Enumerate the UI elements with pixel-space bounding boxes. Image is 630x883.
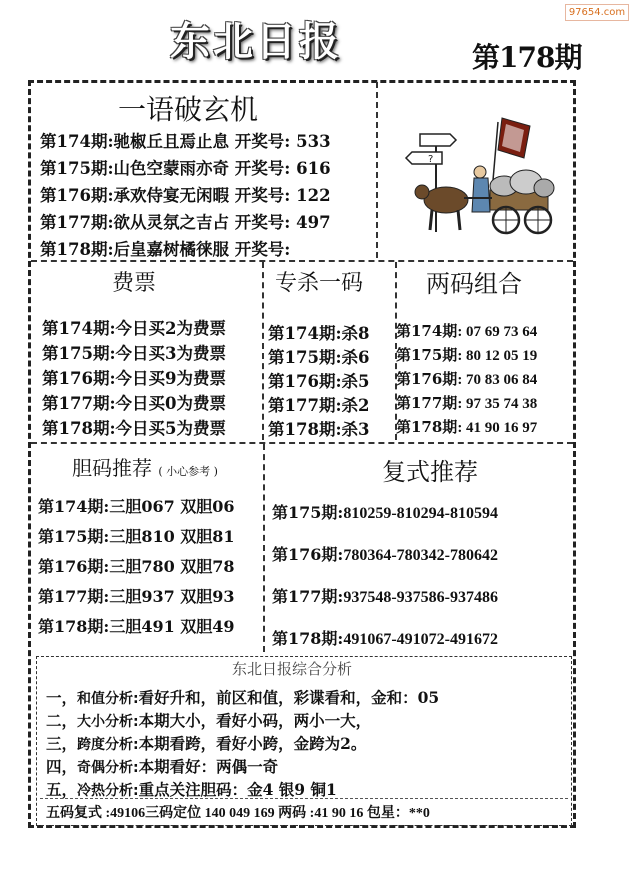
pair-numbers: : 07 69 73 64 <box>457 324 538 340</box>
fushi-list <box>272 500 498 668</box>
dan-two: 双胆06 <box>180 497 235 516</box>
dan-period: 第174期: <box>38 497 110 516</box>
fushi-numbers: 491067-491072-491672 <box>343 631 498 648</box>
dan-three: 三胆810 <box>109 527 175 546</box>
column-divider <box>263 444 265 652</box>
riddle-period: 第176期: <box>40 186 114 205</box>
summary-divider <box>40 798 568 799</box>
pair-numbers: : 41 90 16 97 <box>457 420 538 436</box>
riddle-draw-label: 开奖号: <box>234 186 291 205</box>
kill-title: 专杀一码 <box>275 271 364 296</box>
dan-three: 三胆937 <box>109 587 175 606</box>
fushi-period: 第176期: <box>272 545 344 564</box>
fei-row: 第176期:今日买9为费票 <box>42 369 227 388</box>
dan-note: ( 小心参考 ) <box>158 465 218 478</box>
riddle-draw-number: 122 <box>296 186 331 205</box>
fushi-row <box>272 500 498 542</box>
fushi-period: 第177期: <box>272 587 344 606</box>
kill-row: 第174期:杀8 <box>268 324 370 343</box>
analysis-index: 二， <box>46 711 78 730</box>
analysis-row <box>46 709 439 732</box>
analysis-row <box>46 755 439 778</box>
riddle-row <box>40 128 331 155</box>
riddle-text: 欲从灵氛之吉占 <box>113 213 230 232</box>
fei-row: 第175期:今日买3为费票 <box>42 344 227 363</box>
site-watermark: 97654.com <box>565 4 629 21</box>
riddle-divider <box>376 82 378 258</box>
fei-list <box>42 315 226 440</box>
kill-row: 第176期:杀5 <box>268 372 370 391</box>
analysis-text: 重点关注胆码：金4 银9 铜1 <box>138 780 337 799</box>
masthead-title: 东北日报 <box>170 18 342 65</box>
issue-number: 第178期 <box>472 41 582 74</box>
fushi-row <box>272 542 498 584</box>
kill-row: 第177期:杀2 <box>268 396 370 415</box>
analysis-title: 东北日报综合分析 <box>232 660 353 678</box>
analysis-list <box>46 686 439 801</box>
analysis-index: 五， <box>46 780 78 799</box>
riddle-draw-label: 开奖号: <box>234 240 291 259</box>
riddle-title: 一语破玄机 <box>118 93 259 126</box>
fushi-period: 第178期: <box>272 629 344 648</box>
riddle-period: 第174期: <box>40 132 114 151</box>
fushi-numbers: 937548-937586-937486 <box>343 589 498 606</box>
dan-period: 第175期: <box>38 527 110 546</box>
dan-two: 双胆81 <box>180 527 235 546</box>
analysis-text: 看好升和，前区和值，彩谍看和，金和：05 <box>138 688 440 707</box>
ox-cart-illustration <box>398 112 568 252</box>
riddle-period: 第178期: <box>40 240 114 259</box>
pair-period: 第178期 <box>396 418 458 436</box>
riddle-draw-label: 开奖号: <box>234 159 291 178</box>
pair-row <box>396 344 537 368</box>
riddle-draw-label: 开奖号: <box>234 132 291 151</box>
dan-period: 第176期: <box>38 557 110 576</box>
analysis-row <box>46 732 439 755</box>
pair-row <box>396 368 537 392</box>
dan-row <box>38 584 235 614</box>
riddle-row <box>40 182 331 209</box>
fei-row: 第178期:今日买5为费票 <box>42 419 227 438</box>
fushi-period: 第175期: <box>272 503 344 522</box>
dan-three: 三胆491 <box>109 617 175 636</box>
pair-period: 第176期 <box>396 370 458 388</box>
pair-period: 第177期 <box>396 394 458 412</box>
analysis-row <box>46 686 439 709</box>
pair-period: 第174期 <box>396 322 458 340</box>
riddle-period: 第175期: <box>40 159 114 178</box>
analysis-text: 本期看跨，看好小跨，金跨为2。 <box>138 734 367 753</box>
pair-numbers: : 70 83 06 84 <box>457 372 538 388</box>
riddle-draw-number: 497 <box>296 213 331 232</box>
dan-three: 三胆067 <box>109 497 175 516</box>
dan-list <box>38 494 235 644</box>
riddle-text: 承欢侍宴无闲暇 <box>113 186 230 205</box>
dan-row <box>38 614 235 644</box>
riddle-text: 山色空蒙雨亦奇 <box>113 159 230 178</box>
fushi-title: 复式推荐 <box>382 458 478 486</box>
analysis-key: 和值分析: <box>77 691 139 707</box>
dan-row <box>38 554 235 584</box>
analysis-key: 跨度分析: <box>77 737 139 753</box>
riddle-text: 驰椒丘且焉止息 <box>113 132 230 151</box>
analysis-key: 奇偶分析: <box>77 760 139 776</box>
dan-period: 第177期: <box>38 587 110 606</box>
riddle-draw-label: 开奖号: <box>234 213 291 232</box>
riddle-row <box>40 209 331 236</box>
riddle-period: 第177期: <box>40 213 114 232</box>
fushi-row <box>272 584 498 626</box>
fei-row: 第177期:今日买0为费票 <box>42 394 227 413</box>
pair-period: 第175期 <box>396 346 458 364</box>
analysis-index: 四， <box>46 757 78 776</box>
riddle-text: 后皇嘉树橘徕服 <box>113 240 230 259</box>
dan-row <box>38 524 235 554</box>
analysis-summary: 五码复式 :49106三码定位 140 049 169 两码 :41 90 16 包星：**0 <box>46 806 430 821</box>
fei-title: 费票 <box>112 271 157 296</box>
riddle-draw-number: 616 <box>296 159 331 178</box>
dan-header <box>72 452 218 481</box>
pair-numbers: : 80 12 05 19 <box>457 348 538 364</box>
riddle-list <box>40 128 331 263</box>
dan-title: 胆码推荐 <box>72 456 152 480</box>
analysis-text: 本期看好：两偶一奇 <box>138 757 279 776</box>
fei-row: 第174期:今日买2为费票 <box>42 319 227 338</box>
analysis-index: 一， <box>46 688 78 707</box>
riddle-draw-number: 533 <box>296 132 331 151</box>
pair-row <box>396 320 537 344</box>
pair-list <box>396 320 537 440</box>
dan-two: 双胆49 <box>180 617 235 636</box>
fushi-numbers: 780364-780342-780642 <box>343 547 498 564</box>
dan-two: 双胆78 <box>180 557 235 576</box>
dan-row <box>38 494 235 524</box>
kill-list <box>268 320 370 440</box>
column-divider <box>262 262 264 440</box>
analysis-index: 三， <box>46 734 78 753</box>
pair-title: 两码组合 <box>426 270 522 298</box>
riddle-row <box>40 236 331 263</box>
fushi-numbers: 810259-810294-810594 <box>343 505 498 522</box>
analysis-text: 本期大小，看好小码，两小一大， <box>138 711 372 730</box>
analysis-key: 大小分析: <box>77 714 139 730</box>
pair-row <box>396 392 537 416</box>
dan-two: 双胆93 <box>180 587 235 606</box>
pair-numbers: : 97 35 74 38 <box>457 396 538 412</box>
svg-text:?: ? <box>428 154 434 165</box>
analysis-key: 冷热分析: <box>77 783 139 799</box>
riddle-row <box>40 155 331 182</box>
section-divider <box>31 260 573 262</box>
dan-period: 第178期: <box>38 617 110 636</box>
section-divider <box>31 442 573 444</box>
dan-three: 三胆780 <box>109 557 175 576</box>
kill-row: 第175期:杀6 <box>268 348 370 367</box>
pair-row <box>396 416 537 440</box>
kill-row: 第178期:杀3 <box>268 420 370 439</box>
